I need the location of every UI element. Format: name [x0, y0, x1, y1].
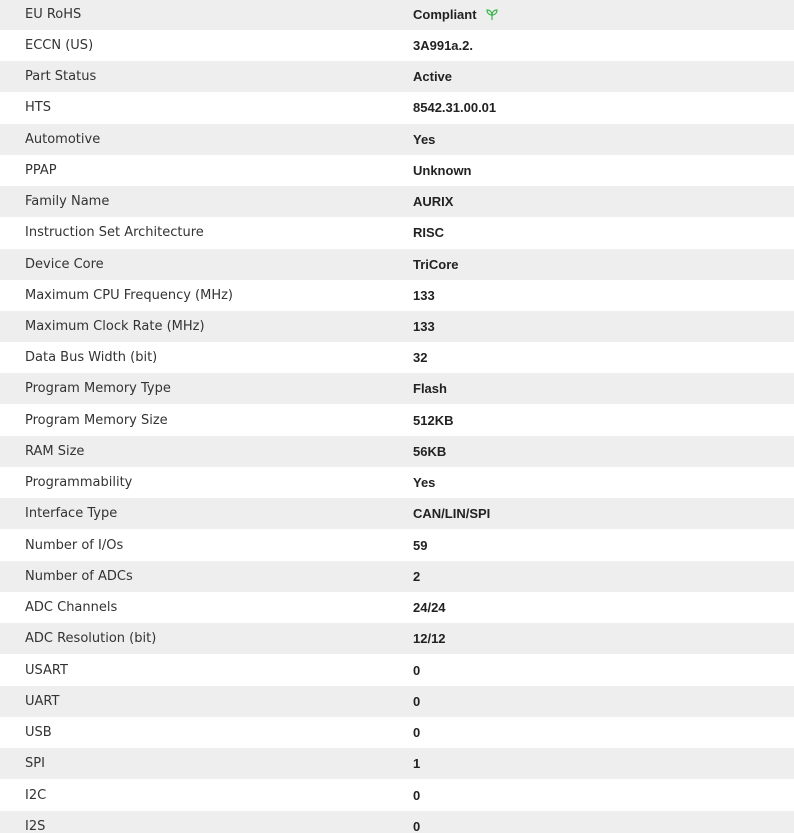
row-value: 2 — [413, 569, 421, 584]
row-label: Maximum Clock Rate (MHz) — [25, 319, 205, 334]
row-label: PPAP — [25, 163, 57, 178]
row-value: TriCore — [413, 257, 459, 272]
row-value-text: Compliant — [413, 7, 477, 22]
row-label: ECCN (US) — [25, 38, 94, 53]
row-value: 32 — [413, 350, 428, 365]
table-row — [0, 530, 794, 561]
table-row — [0, 342, 794, 373]
table-row — [0, 655, 794, 686]
row-label: USART — [25, 663, 68, 678]
row-label: Automotive — [25, 132, 101, 147]
row-value: RISC — [413, 225, 445, 240]
table-row — [0, 124, 794, 155]
table-row — [0, 748, 794, 779]
row-value: 12/12 — [413, 631, 446, 646]
row-value — [413, 0, 499, 30]
row-value: 133 — [413, 319, 435, 334]
table-row — [0, 436, 794, 467]
row-label: ADC Resolution (bit) — [25, 631, 157, 646]
row-value: CAN/LIN/SPI — [413, 506, 491, 521]
row-label: HTS — [25, 100, 51, 115]
table-row — [0, 30, 794, 61]
row-value: 0 — [413, 694, 421, 709]
row-label: Part Status — [25, 69, 97, 84]
row-value: Active — [413, 69, 453, 84]
row-label: Program Memory Size — [25, 413, 168, 428]
table-row — [0, 155, 794, 186]
table-row — [0, 405, 794, 436]
table-row — [0, 373, 794, 404]
row-label: I2S — [25, 819, 46, 833]
row-label: Maximum CPU Frequency (MHz) — [25, 288, 233, 303]
row-label: USB — [25, 725, 52, 740]
table-row — [0, 249, 794, 280]
row-value: 0 — [413, 725, 421, 740]
row-value: 56KB — [413, 444, 447, 459]
table-row — [0, 186, 794, 217]
table-row — [0, 92, 794, 123]
row-label: I2C — [25, 788, 47, 803]
table-row — [0, 61, 794, 92]
row-value: 1 — [413, 756, 421, 771]
row-value: 3A991a.2. — [413, 38, 473, 53]
table-row — [0, 0, 794, 30]
row-label: Programmability — [25, 475, 133, 490]
row-value: Yes — [413, 132, 436, 147]
row-label: EU RoHS — [25, 7, 82, 22]
row-label: Family Name — [25, 194, 110, 209]
row-value: 59 — [413, 538, 428, 553]
table-row — [0, 780, 794, 811]
leaf-icon — [485, 8, 499, 22]
table-row — [0, 717, 794, 748]
row-label: Program Memory Type — [25, 381, 171, 396]
row-label: RAM Size — [25, 444, 85, 459]
row-value: 0 — [413, 788, 421, 803]
row-label: ADC Channels — [25, 600, 118, 615]
row-value: 0 — [413, 819, 421, 833]
row-label: Data Bus Width (bit) — [25, 350, 158, 365]
table-row — [0, 467, 794, 498]
row-value: 24/24 — [413, 600, 446, 615]
row-label: Instruction Set Architecture — [25, 225, 204, 240]
table-row — [0, 686, 794, 717]
table-row — [0, 498, 794, 529]
table-row — [0, 592, 794, 623]
row-label: UART — [25, 694, 60, 709]
table-row — [0, 311, 794, 342]
row-label: Interface Type — [25, 506, 118, 521]
row-label: Device Core — [25, 257, 104, 272]
row-value: Flash — [413, 381, 447, 396]
row-label: Number of I/Os — [25, 538, 124, 553]
row-label: SPI — [25, 756, 45, 771]
row-value: AURIX — [413, 194, 454, 209]
row-value: 0 — [413, 663, 421, 678]
row-value: 8542.31.00.01 — [413, 100, 497, 115]
table-row — [0, 217, 794, 248]
row-value: 133 — [413, 288, 435, 303]
row-value: Unknown — [413, 163, 472, 178]
table-row — [0, 280, 794, 311]
table-row — [0, 561, 794, 592]
row-value: Yes — [413, 475, 436, 490]
row-label: Number of ADCs — [25, 569, 133, 584]
row-value: 512KB — [413, 413, 454, 428]
table-row — [0, 811, 794, 833]
table-row — [0, 623, 794, 654]
